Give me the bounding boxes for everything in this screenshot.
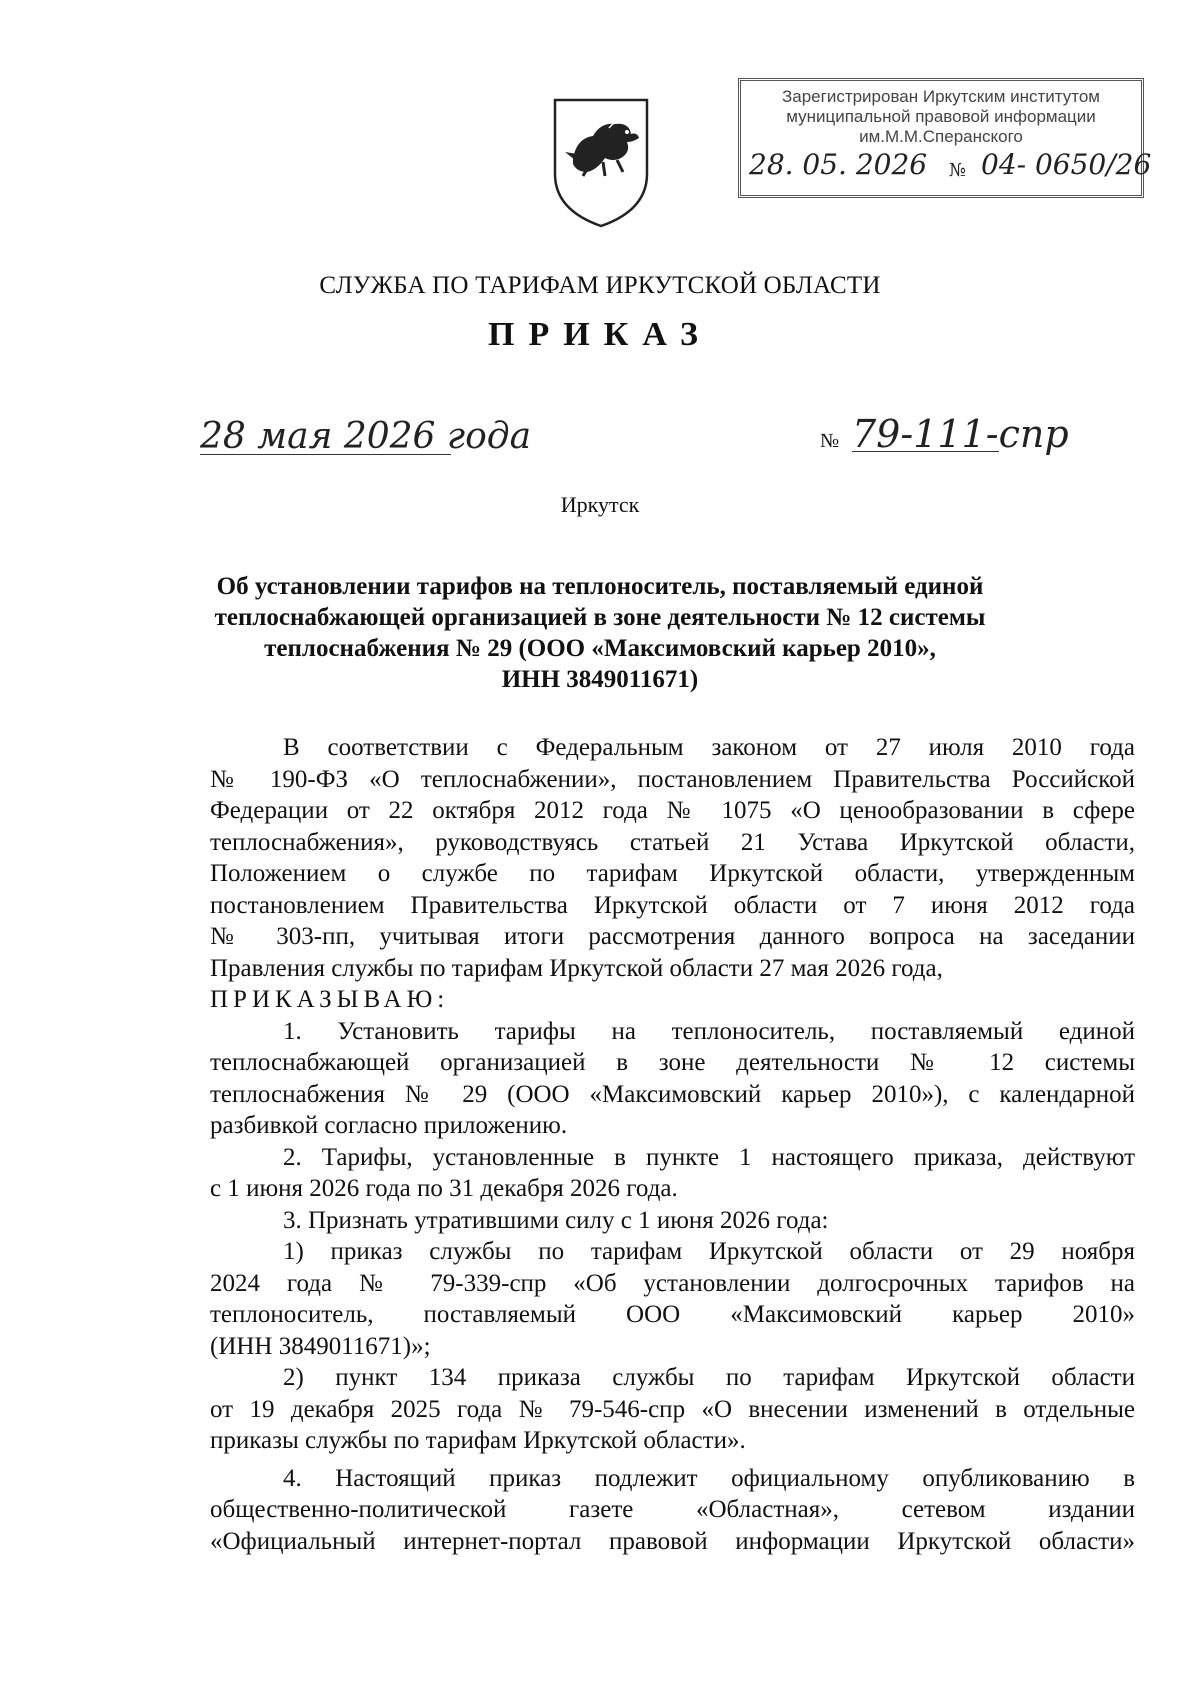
stamp-date: 28. 05. 2026 <box>749 148 928 181</box>
city: Иркутск <box>560 492 640 517</box>
body-line: приказы службы по тарифам Иркутской области». <box>210 1427 746 1454</box>
body-line: В соответствии с Федеральным законом от 27 июля 2010 года <box>283 734 1135 761</box>
body-line: общественно-политической газете «Областная», сетевом издании <box>210 1496 1135 1523</box>
document-type: ПРИКАЗ <box>488 316 712 353</box>
order-verb: ПРИКАЗЫВАЮ: <box>210 986 450 1013</box>
coat-of-arms-emblem <box>547 92 655 232</box>
document-body <box>210 732 1135 1557</box>
stamp-line: Зарегистрирован Иркутским институтом <box>781 87 1100 106</box>
stamp-number-label: № <box>949 160 967 181</box>
body-line: «Официальный интернет-портал правовой информации Иркутской области» <box>210 1527 1135 1555</box>
order-number: 79-111-спр <box>852 412 1069 456</box>
body-line: 2. Тарифы, установленные в пункте 1 настоящего приказа, действуют <box>283 1143 1135 1171</box>
body-line: 3. Признать утратившими силу с 1 июня 2026 года: <box>283 1206 829 1234</box>
body-line: 1) приказ службы по тарифам Иркутской области от 29 ноября <box>283 1238 1135 1265</box>
order-date: 28 мая 2026 года <box>200 416 532 457</box>
order-number-label: № <box>820 430 840 452</box>
body-line: от 19 декабря 2025 года № 79-546-спр «О внесении изменений в отдельные <box>210 1395 1135 1423</box>
body-line: теплоснабжения», руководствуясь статьей 21 Устава Иркутской области, <box>210 828 1135 856</box>
stamp-handwritten-entry <box>749 148 1152 189</box>
body-line: Правления службы по тарифам Иркутской области 27 мая 2026 года, <box>210 954 943 982</box>
body-line: постановлением Правительства Иркутской области от 7 июня 2012 года <box>210 891 1135 919</box>
stamp-line: муниципальной правовой информации <box>786 107 1096 126</box>
title-line: ИНН 3849011671) <box>501 666 699 693</box>
organization-name: СЛУЖБА ПО ТАРИФАМ ИРКУТСКОЙ ОБЛАСТИ <box>319 272 881 299</box>
registration-stamp <box>738 78 1152 198</box>
document-title <box>160 571 1040 695</box>
title-line: теплоснабжения № 29 (ООО «Максимовский карьер 2010», <box>264 635 936 662</box>
body-line: теплоснабжающей организацией в зоне деятельности № 12 системы <box>210 1049 1135 1076</box>
body-line: Федерации от 22 октября 2012 года № 1075 «О ценообразовании в сфере <box>210 797 1135 824</box>
stamp-line: им.М.М.Сперанского <box>859 127 1023 146</box>
body-line: (ИНН 3849011671)»; <box>210 1332 431 1360</box>
title-line: Об установлении тарифов на теплоноситель, поставляемый единой <box>216 573 984 600</box>
body-line: 1. Установить тарифы на теплоноситель, поставляемый единой <box>283 1017 1135 1045</box>
body-line: теплоноситель, поставляемый ООО «Максимовский карьер 2010» <box>210 1301 1135 1328</box>
body-line: теплоснабжения № 29 (ООО «Максимовский карьер 2010»), с календарной <box>210 1080 1135 1108</box>
body-line: разбивкой согласно приложению. <box>210 1112 568 1139</box>
stamp-number: 04- 0650/26 <box>981 148 1152 181</box>
body-line: № 303-пп, учитывая итоги рассмотрения данного вопроса на заседании <box>210 923 1135 950</box>
body-line: Положением о службе по тарифам Иркутской области, утвержденным <box>210 860 1135 887</box>
body-line: с 1 июня 2026 года по 31 декабря 2026 года. <box>210 1175 678 1202</box>
body-line: 2024 года № 79-339-спр «Об установлении долгосрочных тарифов на <box>210 1269 1135 1297</box>
body-line: № 190-ФЗ «О теплоснабжении», постановлением Правительства Российской <box>210 765 1135 793</box>
title-line: теплоснабжающей организацией в зоне деятельности № 12 системы <box>214 604 986 631</box>
body-line: 4. Настоящий приказ подлежит официальному опубликованию в <box>283 1464 1135 1492</box>
body-line: 2) пункт 134 приказа службы по тарифам Иркутской области <box>283 1364 1135 1391</box>
